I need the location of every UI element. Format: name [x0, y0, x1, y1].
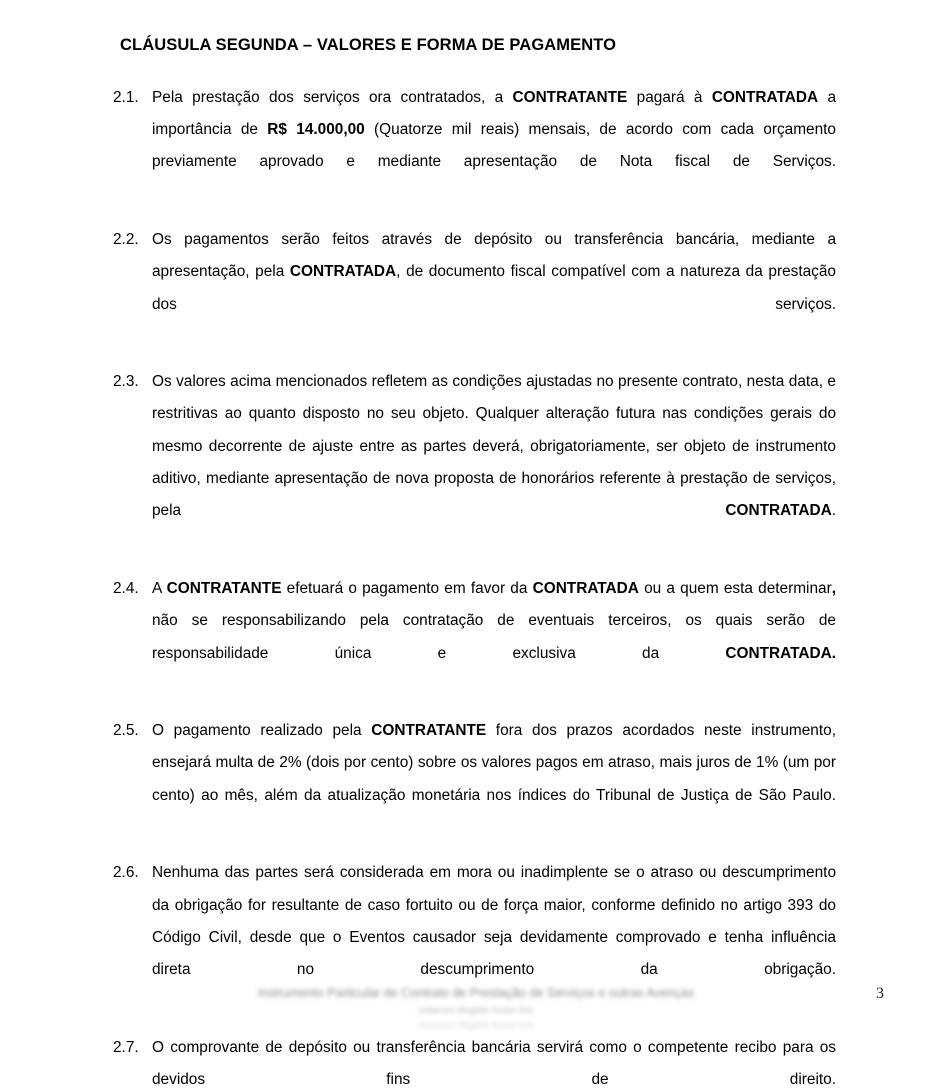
clause-text-run: Os valores acima mencionados refletem as condições ajustadas no presente contrato, nesta data, e restritivas ao quanto disposto no seu objeto. Qualquer alteração futura nas condições gerais do mesmo decorrente de ajuste entre as partes deverá, obrigatoriamente, ser objeto de instrumento aditivo, mediante apresentação de nova proposta de honorários referente à prestação de serviços, pela — [152, 373, 836, 520]
clause-number: 2.1. — [113, 88, 139, 106]
clause-text — [152, 224, 836, 353]
clause-section-title: CLÁUSULA SEGUNDA – VALORES E FORMA DE PAGAMENTO — [120, 36, 617, 54]
clause-text-run: Pela prestação dos serviços ora contratados, a — [152, 88, 513, 106]
footer-text-line-3: redacted illegible footer line — [418, 1020, 534, 1031]
clause-number: 2.3. — [113, 373, 139, 391]
clause-text — [152, 82, 836, 211]
clause-text-emphasis: CONTRATADA. — [725, 644, 836, 662]
clause-text-emphasis: , — [831, 579, 836, 597]
page-footer — [0, 980, 952, 1050]
clause-text-emphasis: CONTRATADA — [711, 88, 819, 106]
clause-item — [113, 366, 836, 560]
clause-text-run: ou a quem esta determinar — [638, 579, 832, 597]
clause-number: 2.7. — [113, 1038, 139, 1056]
footer-text-line-1: Instrumento Particular de Contrato de Prestação de Serviços e outras Avenças — [257, 986, 695, 1000]
clause-text-emphasis: CONTRATANTE — [166, 579, 282, 597]
clause-text-run: a importância de — [152, 88, 837, 139]
clause-text-run: Os pagamentos serão feitos através de depósito ou transferência bancária, mediante a apresentação, pela — [152, 230, 836, 281]
clause-text-emphasis: CONTRATANTE — [371, 722, 487, 740]
clause-number: 2.6. — [113, 864, 139, 882]
clause-number: 2.2. — [113, 230, 139, 248]
clause-text-emphasis: CONTRATADA — [532, 579, 639, 597]
clause-text — [152, 366, 836, 560]
clause-text-run: O pagamento realizado pela — [152, 722, 372, 740]
clause-text-run: (Quatorze mil reais) mensais, de acordo com cada orçamento previamente aprovado e mediante apresentação de Nota fiscal de Serviços. — [152, 121, 836, 171]
clause-text-run: não se responsabilizando pela contratação de eventuais terceiros, os quais serão de responsabilidade única e exclusiva da — [152, 612, 836, 662]
clause-item — [113, 573, 836, 702]
clause-text-emphasis: CONTRATADA — [725, 502, 832, 520]
clause-text-run: A — [152, 579, 167, 597]
clause-text-run: fora dos prazos acordados neste instrumento, ensejará multa de 2% (dois por cento) sobre os valores pagos em atraso, mais juros de 1% (um por cento) ao mês, além da atualização monetária nos índices do Tribunal de Justiça de São Paulo. — [152, 722, 836, 804]
footer-text-line-2: redacted illegible footer line — [418, 1005, 534, 1016]
clause-text-run: O comprovante de depósito ou transferência bancária servirá como o competente recibo para os devidos fins de direito. — [152, 1038, 836, 1089]
clause-text-run: efetuará o pagamento em favor da — [281, 579, 533, 597]
clause-item — [113, 715, 836, 844]
clause-text — [152, 715, 836, 844]
clause-text — [152, 573, 836, 702]
page-content — [113, 36, 836, 1089]
clause-text-run: Nenhuma das partes será considerada em mora ou inadimplente se o atraso ou descumprimento da obrigação for resultante de caso fortuito ou de força maior, conforme definido no artigo 393 do Código Civil, desde que o Eventos causador seja devidamente comprovado e tenha influência direta no descumprimento da obrigação. — [152, 864, 836, 979]
clause-number: 2.4. — [113, 579, 139, 597]
clause-number: 2.5. — [113, 722, 139, 740]
clause-item — [113, 82, 836, 211]
clause-text-run: . — [831, 502, 836, 520]
clause-text-emphasis: CONTRATANTE — [512, 88, 628, 106]
clause-text-emphasis: R$ 14.000,00 — [267, 121, 365, 139]
clause-text-run: , de documento fiscal compatível com a natureza da prestação dos serviços. — [152, 263, 836, 313]
clause-text-run: pagará à — [627, 88, 712, 106]
clause-list — [113, 82, 836, 1089]
page-number: 3 — [876, 985, 884, 1002]
clause-text-emphasis: CONTRATADA — [289, 263, 397, 281]
clause-item — [113, 224, 836, 353]
